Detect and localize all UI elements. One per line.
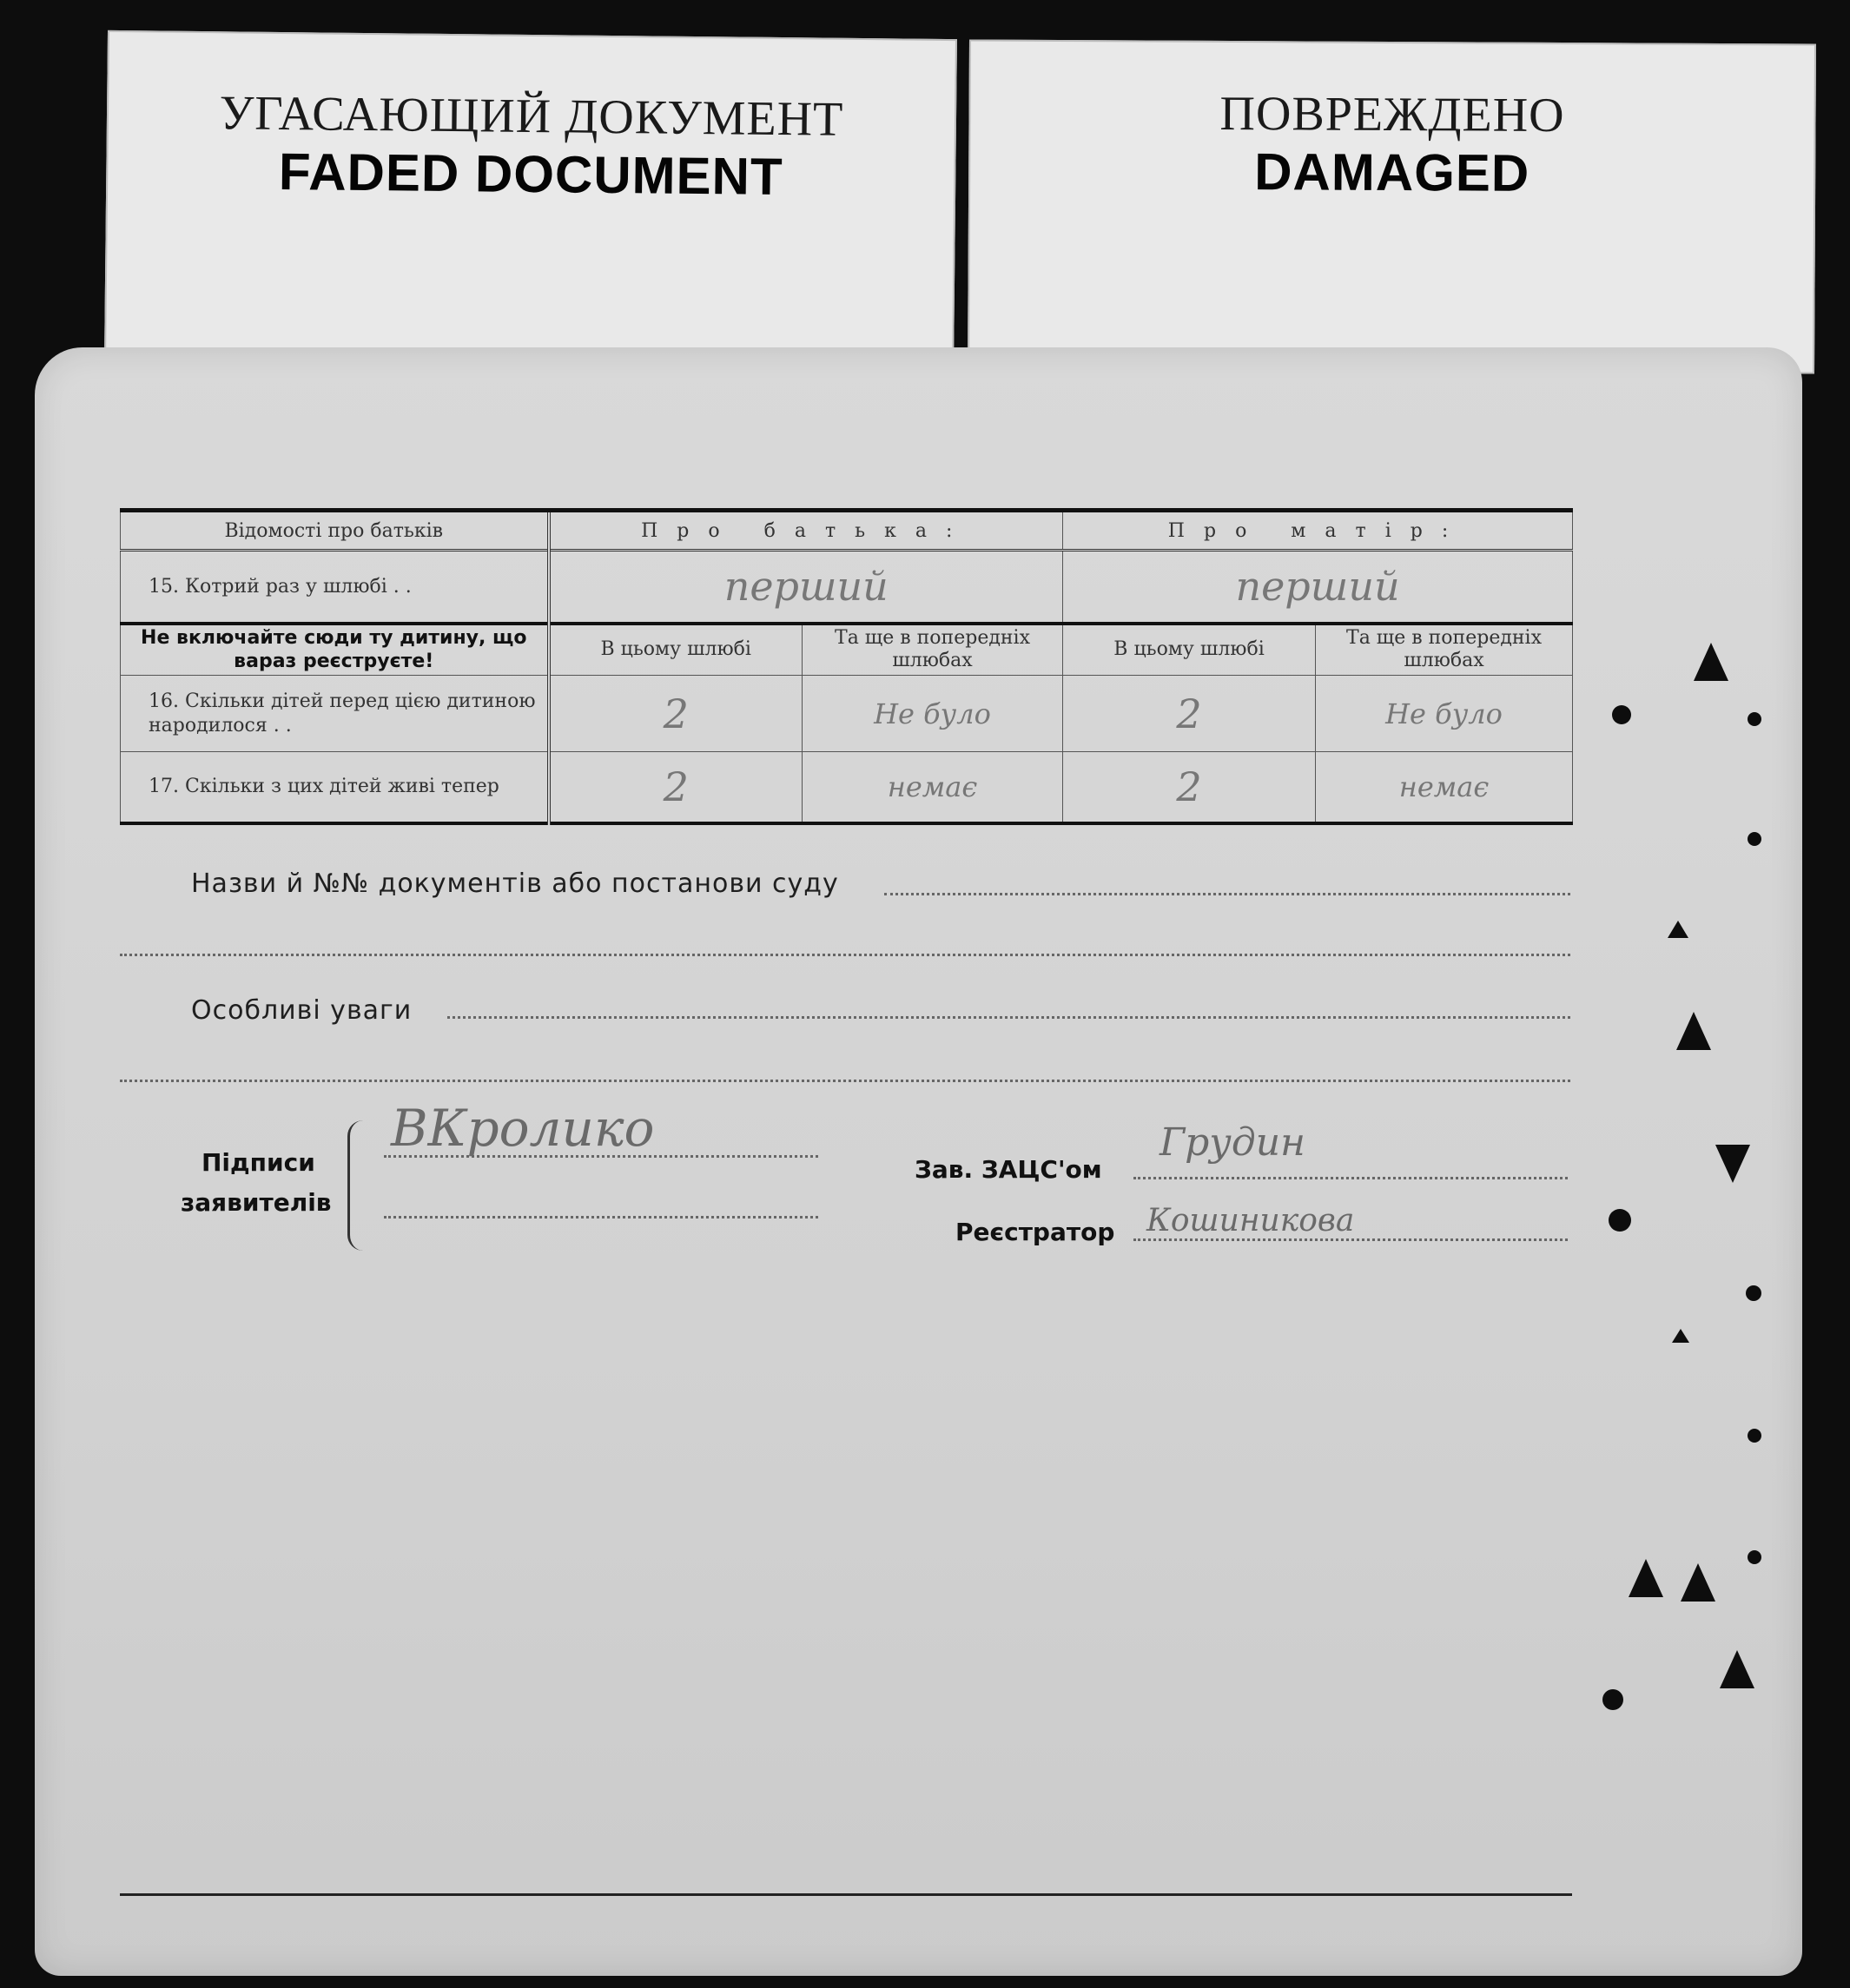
bottom-rule bbox=[120, 1893, 1572, 1896]
punch-hole bbox=[1609, 1209, 1631, 1232]
signatures-brace bbox=[347, 1120, 364, 1251]
damaged-label-en: DAMAGED bbox=[1254, 142, 1530, 202]
row17-mother-prev: немає bbox=[1398, 769, 1490, 803]
table-row-17 bbox=[121, 752, 1573, 823]
row16-father-this: 2 bbox=[663, 690, 689, 737]
applicant-line-2 bbox=[384, 1216, 818, 1219]
signatures-label-2: заявителів bbox=[181, 1188, 332, 1217]
row15-label: 15. Котрий раз у шлюбі . . bbox=[121, 551, 549, 624]
father-previous-header: Та ще в попередніх шлюбах bbox=[803, 624, 1063, 676]
registrar-signature: Кошиникова bbox=[1146, 1203, 1355, 1238]
tear-mark bbox=[1681, 1563, 1715, 1602]
header-mother: Про матір: bbox=[1063, 511, 1573, 551]
head-signature: Грудин bbox=[1160, 1120, 1306, 1165]
notes-label: Особливі уваги bbox=[191, 995, 413, 1026]
row16-father-prev-cell bbox=[803, 676, 1063, 752]
table-note-row bbox=[121, 624, 1573, 676]
applicant-line-1 bbox=[384, 1155, 818, 1158]
punch-hole bbox=[1746, 1285, 1761, 1301]
header-parents-info: Відомості про батьків bbox=[121, 511, 549, 551]
row16-mother-prev: Не було bbox=[1385, 697, 1503, 730]
mother-previous-header: Та ще в попередніх шлюбах bbox=[1316, 624, 1573, 676]
row16-father-this-cell bbox=[549, 676, 803, 752]
tear-mark bbox=[1629, 1559, 1663, 1597]
tear-mark bbox=[1715, 1145, 1750, 1183]
table-row-15 bbox=[121, 551, 1573, 624]
documents-dotted-line-2 bbox=[120, 954, 1570, 956]
row15-mother-value: перший bbox=[1235, 563, 1400, 611]
row16-mother-this: 2 bbox=[1176, 690, 1202, 737]
registrar-label: Реєстратор bbox=[955, 1218, 1115, 1246]
row17-mother-this: 2 bbox=[1176, 763, 1202, 810]
punch-hole bbox=[1748, 712, 1761, 726]
punch-hole bbox=[1748, 1429, 1761, 1443]
damaged-document-label bbox=[968, 39, 1816, 373]
note-text: Не включайте сюди ту дитину, що вараз реєструєте! bbox=[121, 624, 549, 676]
row17-label: 17. Скільки з цих дітей живі тепер bbox=[121, 752, 549, 823]
faded-document-label bbox=[104, 30, 957, 369]
notes-dotted-line-2 bbox=[120, 1080, 1570, 1082]
table-header-row bbox=[121, 511, 1573, 551]
row17-father-prev: немає bbox=[887, 769, 978, 803]
punch-hole bbox=[1612, 705, 1631, 724]
documents-dotted-line bbox=[884, 893, 1570, 895]
row16-mother-prev-cell bbox=[1316, 676, 1573, 752]
row17-mother-prev-cell bbox=[1316, 752, 1573, 823]
head-label: Зав. ЗАЦС'ом bbox=[915, 1155, 1102, 1184]
head-line bbox=[1133, 1177, 1568, 1179]
row15-mother-cell bbox=[1063, 551, 1573, 624]
row17-father-this: 2 bbox=[663, 763, 689, 810]
row16-mother-this-cell bbox=[1063, 676, 1316, 752]
row15-father-cell bbox=[549, 551, 1063, 624]
notes-dotted-line bbox=[447, 1016, 1570, 1019]
punch-hole bbox=[1602, 1689, 1623, 1710]
damaged-label-ru: ПОВРЕЖДЕНО bbox=[1219, 86, 1565, 143]
faded-label-ru: УГАСАЮЩИЙ ДОКУМЕНТ bbox=[219, 86, 844, 147]
documents-label: Назви й №№ документів або постанови суду bbox=[191, 869, 839, 899]
registrar-line bbox=[1133, 1238, 1568, 1241]
tear-mark bbox=[1672, 1329, 1689, 1343]
row15-father-value: перший bbox=[723, 563, 889, 611]
tear-mark bbox=[1694, 643, 1728, 681]
punch-hole bbox=[1748, 832, 1761, 846]
row17-mother-this-cell bbox=[1063, 752, 1316, 823]
row16-label: 16. Скільки дітей перед цією дитиною народилося . . bbox=[121, 676, 549, 752]
table-row-16 bbox=[121, 676, 1573, 752]
punch-hole bbox=[1748, 1550, 1761, 1564]
mother-this-marriage-header: В цьому шлюбі bbox=[1063, 624, 1316, 676]
row17-father-this-cell bbox=[549, 752, 803, 823]
row17-father-prev-cell bbox=[803, 752, 1063, 823]
signatures-label-1: Підписи bbox=[202, 1148, 315, 1177]
faded-label-en: FADED DOCUMENT bbox=[278, 142, 783, 207]
father-this-marriage-header: В цьому шлюбі bbox=[549, 624, 803, 676]
header-father: Про батька: bbox=[549, 511, 1063, 551]
applicant-signature: ВКролико bbox=[391, 1099, 655, 1158]
tear-mark bbox=[1676, 1012, 1711, 1050]
tear-mark bbox=[1720, 1650, 1754, 1688]
row16-father-prev: Не було bbox=[874, 697, 991, 730]
tear-mark bbox=[1668, 921, 1688, 938]
parents-info-table bbox=[120, 508, 1573, 825]
